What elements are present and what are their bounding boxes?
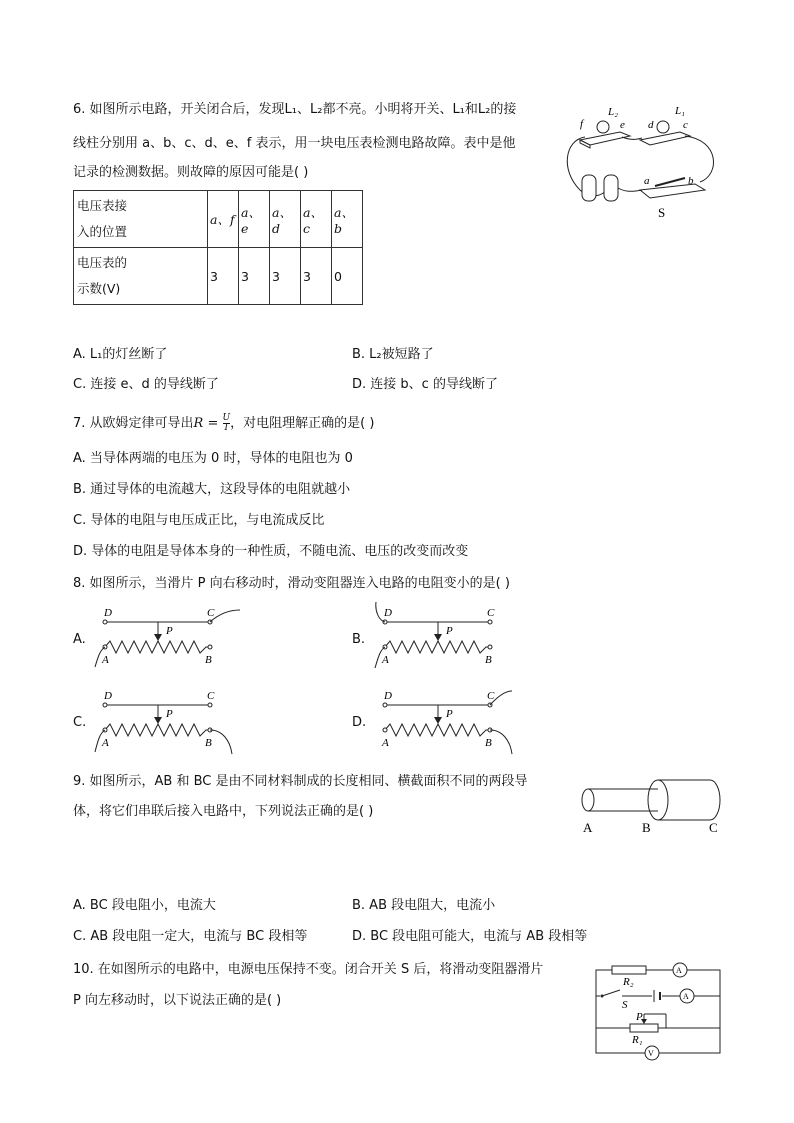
- terminal-label-b: B: [485, 654, 492, 666]
- q10-stem-line1: 10. 在如图所示的电路中，电源电压保持不变。闭合开关 S 后，将滑动变阻器滑片: [73, 962, 544, 977]
- terminal-label-p: P: [166, 625, 173, 637]
- table-cell: 3: [270, 248, 301, 305]
- voltage-table: [73, 190, 363, 305]
- fig-label-a: a: [644, 175, 650, 187]
- fig-label-S: S: [658, 205, 666, 220]
- q8-option-d-label: D.: [352, 715, 367, 730]
- terminal-label-d: D: [384, 607, 392, 619]
- fig-label-L2: L₂: [608, 106, 618, 118]
- q6-option-b: B. L₂被短路了: [352, 347, 434, 362]
- table-cell: a、d: [270, 191, 301, 248]
- q8-option-c-label: C.: [73, 715, 87, 730]
- terminal-label-b: B: [205, 654, 212, 666]
- ammeter-a2-icon: A: [683, 992, 689, 1001]
- terminal-label-a: A: [102, 737, 109, 749]
- fig-label-r2: R₂: [623, 976, 634, 988]
- table-header-position: 电压表接 入的位置: [74, 191, 208, 248]
- q10-stem-line2: P 向左移动时，以下说法正确的是( ): [73, 993, 282, 1008]
- fig-label-d: d: [648, 119, 654, 131]
- voltmeter-icon: V: [648, 1049, 654, 1058]
- fig-label-c: c: [683, 119, 688, 131]
- rheostat-figure-c: [90, 688, 250, 760]
- fig-label-f: f: [580, 118, 584, 130]
- q9-stem-line1: 9. 如图所示，AB 和 BC 是由不同材料制成的长度相同、横截面积不同的两段导: [73, 774, 528, 789]
- fig-label-c: C: [709, 820, 718, 835]
- terminal-label-d: D: [104, 690, 112, 702]
- rheostat-figure-a: [90, 605, 250, 675]
- q10-circuit-figure: [590, 958, 725, 1063]
- q6-stem-line3: 记录的检测数据。则故障的原因可能是( ): [73, 165, 309, 180]
- q7-option-a: A. 当导体两端的电压为 0 时，导体的电阻也为 0: [73, 451, 353, 466]
- fig-label-p: P: [636, 1011, 643, 1023]
- terminal-label-p: P: [446, 625, 453, 637]
- terminal-label-p: P: [446, 708, 453, 720]
- ammeter-a1-icon: A: [676, 966, 682, 975]
- q8-option-a-label: A.: [73, 632, 86, 647]
- q9-conductor-figure: [570, 770, 730, 840]
- terminal-label-d: D: [104, 607, 112, 619]
- q6-option-c: C. 连接 e、d 的导线断了: [73, 377, 219, 392]
- table-row: [74, 191, 363, 248]
- terminal-label-b: B: [205, 737, 212, 749]
- fig-label-e: e: [620, 119, 625, 131]
- fig-label-r1: R₁: [632, 1034, 643, 1046]
- q9-stem-line2: 体，将它们串联后接入电路中，下列说法正确的是( ): [73, 804, 374, 819]
- fig-label-a: A: [583, 820, 593, 835]
- q6-circuit-figure: [560, 100, 730, 225]
- table-row: [74, 248, 363, 305]
- q6-option-a: A. L₁的灯丝断了: [73, 347, 168, 362]
- table-cell: a、f: [208, 191, 239, 248]
- terminal-label-a: A: [102, 654, 109, 666]
- terminal-label-b: B: [485, 737, 492, 749]
- table-cell: a、b: [332, 191, 363, 248]
- q7-option-c: C. 导体的电阻与电压成正比，与电流成反比: [73, 513, 325, 528]
- q7-option-d: D. 导体的电阻是导体本身的一种性质，不随电流、电压的改变而改变: [73, 544, 469, 559]
- terminal-label-c: C: [207, 607, 215, 619]
- q6-stem-line2: 线柱分别用 a、b、c、d、e、f 表示，用一块电压表检测电路故障。表中是他: [73, 136, 516, 151]
- fig-label-b: b: [688, 175, 694, 187]
- terminal-label-c: C: [207, 690, 215, 702]
- fig-label-b: B: [642, 820, 651, 835]
- q8-stem: 8. 如图所示，当滑片 P 向右移动时，滑动变阻器连入电路的电阻变小的是( ): [73, 576, 510, 591]
- q6-option-d: D. 连接 b、c 的导线断了: [352, 377, 498, 392]
- table-cell: a、c: [301, 191, 332, 248]
- fig-label-s: S: [622, 999, 628, 1011]
- terminal-label-a: A: [382, 654, 389, 666]
- q9-option-d: D. BC 段电阻可能大，电流与 AB 段相等: [352, 929, 588, 944]
- terminal-label-p: P: [166, 708, 173, 720]
- fig-label-L1: L₁: [675, 105, 685, 117]
- q7-option-b: B. 通过导体的电流越大，这段导体的电阻就越小: [73, 482, 351, 497]
- terminal-label-a: A: [382, 737, 389, 749]
- q9-option-a: A. BC 段电阻小，电流大: [73, 898, 216, 913]
- formula-fraction: $\frac{U}{I}$: [222, 413, 231, 433]
- terminal-label-c: C: [487, 690, 495, 702]
- rheostat-figure-b: [370, 600, 530, 675]
- q8-option-b-label: B.: [352, 632, 366, 647]
- q7-stem: 7. 从欧姆定律可导出R = $\frac{U}{I}$ ，对电阻理解正确的是( ): [73, 413, 375, 433]
- q6-stem-line1: 6. 如图所示电路，开关闭合后，发现L₁、L₂都不亮。小明将开关、L₁和L₂的接: [73, 102, 517, 117]
- terminal-label-d: D: [384, 690, 392, 702]
- rheostat-figure-d: [370, 688, 530, 760]
- table-cell: a、e: [239, 191, 270, 248]
- formula-r: R =: [193, 416, 219, 431]
- table-cell: 3: [239, 248, 270, 305]
- table-cell: 3: [301, 248, 332, 305]
- terminal-label-c: C: [487, 607, 495, 619]
- q9-option-c: C. AB 段电阻一定大，电流与 BC 段相等: [73, 929, 308, 944]
- table-header-reading: 电压表的 示数(V): [74, 248, 208, 305]
- table-cell: 0: [332, 248, 363, 305]
- q9-option-b: B. AB 段电阻大，电流小: [352, 898, 496, 913]
- table-cell: 3: [208, 248, 239, 305]
